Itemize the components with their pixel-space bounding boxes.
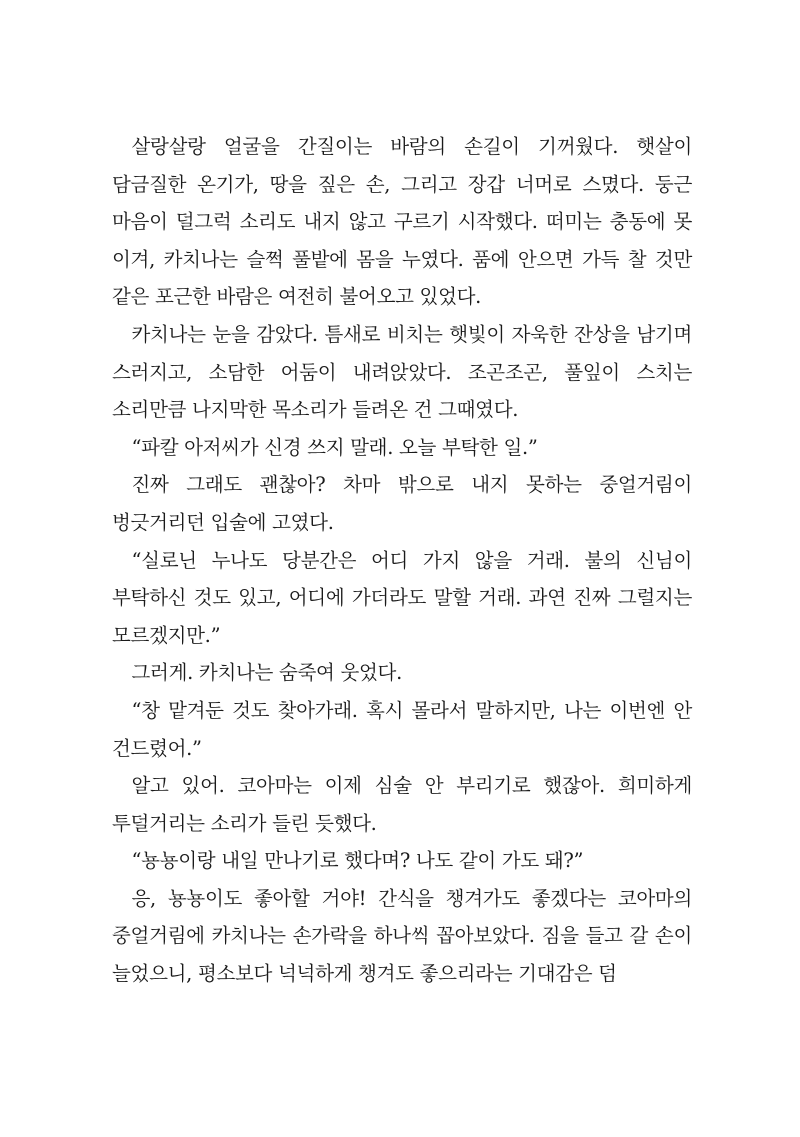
paragraph: 살랑살랑 얼굴을 간질이는 바람의 손길이 기꺼웠다. 햇살이 담금질한 온기가, 땅을 짚은 손, 그리고 장갑 너머로 스몄다. 둥근 마음이 덜그럭 소리도 내지 않고 구르기 시작했다. 떠미는 충동에 못 이겨, 카치나는 슬쩍 풀밭에 몸을 누였다. 품에 안으면 가득 찰 것만 같은 포근한 바람은 여전히 불어오고 있었다. <box>112 135 692 309</box>
paragraph: 알고 있어. 코아마는 이제 심술 안 부리기로 했잖아. 희미하게 투덜거리는 소리가 들린 듯했다. <box>112 774 692 835</box>
paragraph: 응, 뇽뇽이도 좋아할 거야! 간식을 챙겨가도 좋겠다는 코아마의 중얼거림에 카치나는 손가락을 하나씩 꼽아보았다. 짐을 들고 갈 손이 늘었으니, 평소보다 넉넉하게 챙겨도 좋으리라는 기대감은 덤 <box>112 886 692 986</box>
paragraph: 그러게. 카치나는 숨죽여 웃었다. <box>131 661 402 685</box>
paragraph: 카치나는 눈을 감았다. 틈새로 비치는 햇빛이 자욱한 잔상을 남기며 스러지고, 소담한 어둠이 내려앉았다. 조곤조곤, 풀잎이 스치는 소리만큼 나지막한 목소리가 들려온 건 그때였다. <box>112 322 692 422</box>
paragraph: “파칼 아저씨가 신경 쓰지 말래. 오늘 부탁한 일.” <box>131 435 538 459</box>
paragraph: “뇽뇽이랑 내일 만나기로 했다며? 나도 같이 가도 돼?” <box>131 849 584 873</box>
paragraph: “창 맡겨둔 것도 찾아가래. 혹시 몰라서 말하지만, 나는 이번엔 안 건드렸어.” <box>112 698 692 760</box>
body-text <box>112 128 692 993</box>
paragraph: 진짜 그래도 괜찮아? 차마 밖으로 내지 못하는 중얼거림이 벙긋거리던 입술에 고였다. <box>112 473 692 534</box>
paragraph: “실로닌 누나도 당분간은 어디 가지 않을 거래. 불의 신님이 부탁하신 것도 있고, 어디에 가더라도 말할 거래. 과연 진짜 그럴지는 모르겠지만.” <box>112 548 692 647</box>
